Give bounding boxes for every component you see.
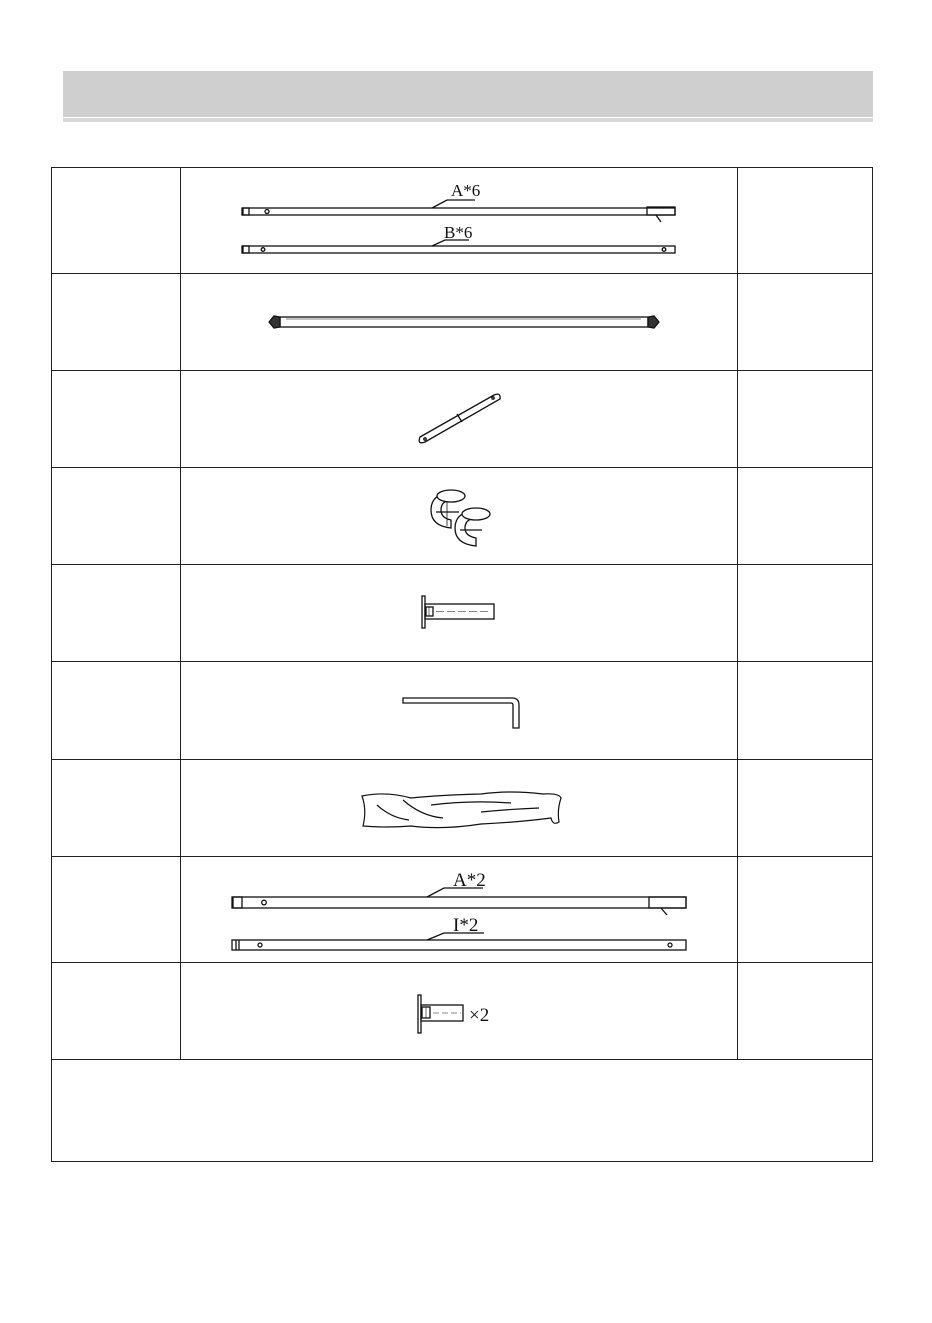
fabric-cover-icon (181, 760, 737, 855)
pole-pair-icon (181, 168, 737, 272)
parts-row-4 (52, 468, 872, 565)
parts-row-9 (52, 963, 872, 1060)
part-name-cell (52, 662, 181, 759)
part-image-cell (181, 274, 737, 370)
part-image-cell (181, 565, 737, 661)
part-label: B*6 (444, 223, 473, 242)
part-name-cell (52, 168, 181, 273)
part-name-cell (52, 857, 181, 962)
parts-table (51, 167, 873, 1162)
part-image-cell (181, 857, 737, 962)
part-qty-cell (737, 565, 874, 661)
part-image-cell (181, 468, 737, 564)
parts-row-2 (52, 274, 872, 371)
long-rod-icon (181, 274, 737, 369)
part-quantity-label: ×2 (469, 1005, 490, 1026)
header-bar (63, 71, 873, 117)
part-image-cell (181, 963, 737, 1059)
parts-row-5 (52, 565, 872, 662)
allen-key-icon (181, 662, 737, 758)
part-qty-cell (737, 760, 874, 856)
notes-row (52, 1060, 872, 1161)
part-name-cell (52, 760, 181, 856)
part-qty-cell (737, 857, 874, 962)
part-name-cell (52, 371, 181, 467)
spare-pole-pair-icon (181, 857, 737, 961)
part-qty-cell (737, 468, 874, 564)
part-image-cell (181, 760, 737, 856)
part-qty-cell (737, 274, 874, 370)
parts-row-3 (52, 371, 872, 468)
connector-plate-icon (181, 371, 737, 466)
part-name-cell (52, 565, 181, 661)
part-label: I*2 (453, 915, 479, 936)
part-qty-cell (737, 168, 874, 273)
part-image-cell (181, 662, 737, 759)
part-name-cell (52, 963, 181, 1059)
part-image-cell (181, 371, 737, 467)
part-image-cell (181, 168, 737, 273)
part-qty-cell (737, 662, 874, 759)
parts-row-8 (52, 857, 872, 963)
double-clip-icon (181, 468, 737, 563)
part-qty-cell (737, 963, 874, 1059)
parts-row-1 (52, 168, 872, 274)
parts-row-7 (52, 760, 872, 857)
part-name-cell (52, 274, 181, 370)
spare-bolt-icon (181, 963, 737, 1058)
part-label: A*2 (453, 870, 486, 891)
header-divider (63, 118, 873, 122)
part-label: A*6 (451, 181, 481, 200)
parts-row-6 (52, 662, 872, 760)
bolt-icon (181, 565, 737, 660)
part-name-cell (52, 468, 181, 564)
part-qty-cell (737, 371, 874, 467)
